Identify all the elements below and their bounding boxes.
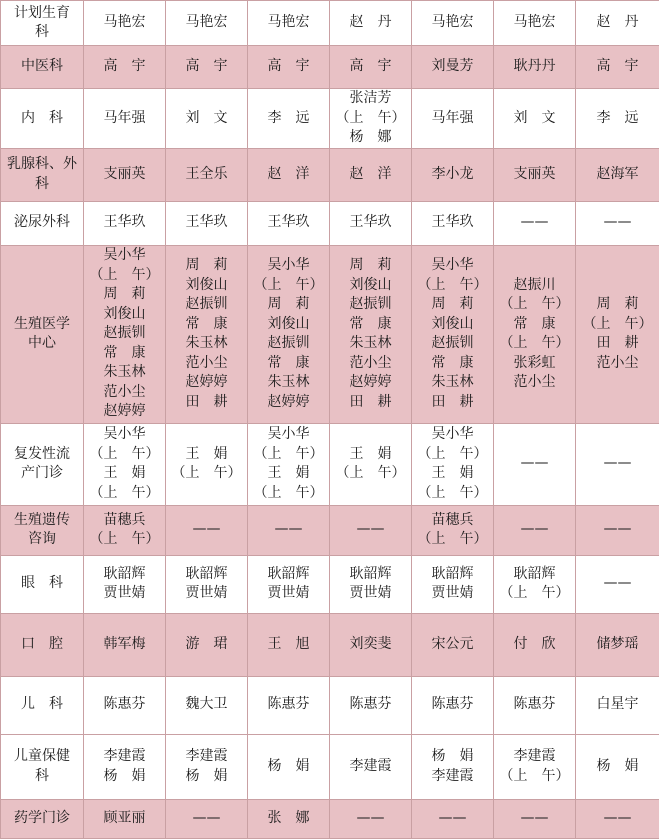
department-cell bbox=[1, 505, 84, 555]
doctor-entry: 吴小华 bbox=[86, 246, 163, 266]
schedule-cell bbox=[84, 676, 166, 734]
doctor-entry: 白星宇 bbox=[578, 695, 657, 715]
doctor-entry: 张 娜 bbox=[250, 809, 327, 829]
doctor-entry: 贾世婧 bbox=[250, 584, 327, 604]
schedule-cell bbox=[248, 676, 330, 734]
schedule-body bbox=[1, 1, 659, 839]
doctor-entry: 赵婷婷 bbox=[168, 373, 245, 393]
doctor-entry: 宋公元 bbox=[414, 635, 491, 655]
schedule-cell bbox=[330, 676, 412, 734]
department-name: 科 bbox=[3, 23, 81, 43]
department-cell bbox=[1, 89, 84, 149]
doctor-entry: —— bbox=[168, 809, 245, 829]
schedule-cell bbox=[576, 423, 659, 505]
schedule-cell bbox=[576, 676, 659, 734]
department-name: 产门诊 bbox=[3, 464, 81, 484]
schedule-cell bbox=[84, 148, 166, 201]
doctor-entry: 耿韶辉 bbox=[414, 565, 491, 585]
schedule-cell bbox=[330, 799, 412, 838]
schedule-cell bbox=[330, 505, 412, 555]
schedule-cell bbox=[84, 1, 166, 46]
doctor-entry: 刘 文 bbox=[496, 109, 573, 129]
doctor-entry: 陈惠芬 bbox=[414, 695, 491, 715]
schedule-cell bbox=[330, 734, 412, 799]
doctor-entry: 周 莉 bbox=[250, 295, 327, 315]
department-name: 科 bbox=[3, 767, 81, 787]
doctor-entry: 杨 娟 bbox=[414, 747, 491, 767]
doctor-entry: 高 宇 bbox=[332, 57, 409, 77]
doctor-entry: 贾世婧 bbox=[168, 584, 245, 604]
schedule-cell bbox=[576, 613, 659, 676]
table-row bbox=[1, 201, 659, 245]
doctor-entry: 耿韶辉 bbox=[86, 565, 163, 585]
schedule-cell bbox=[330, 1, 412, 46]
doctor-entry: —— bbox=[168, 520, 245, 540]
schedule-cell bbox=[412, 613, 494, 676]
doctor-entry: —— bbox=[250, 520, 327, 540]
doctor-entry: 朱玉林 bbox=[332, 334, 409, 354]
schedule-cell bbox=[412, 423, 494, 505]
schedule-cell bbox=[412, 505, 494, 555]
doctor-entry: 李建霞 bbox=[332, 757, 409, 777]
doctor-entry: 赵振钏 bbox=[86, 324, 163, 344]
doctor-entry: 刘俊山 bbox=[86, 305, 163, 325]
doctor-entry: 张彩虹 bbox=[496, 354, 573, 374]
department-name: 科 bbox=[3, 175, 81, 195]
doctor-entry: 贾世婧 bbox=[86, 584, 163, 604]
doctor-entry: 王 娟 bbox=[86, 464, 163, 484]
department-cell bbox=[1, 201, 84, 245]
schedule-cell bbox=[412, 201, 494, 245]
doctor-entry: 吴小华 bbox=[86, 425, 163, 445]
doctor-entry: （上 午） bbox=[414, 530, 491, 550]
schedule-cell bbox=[330, 46, 412, 89]
doctor-entry: 赵 丹 bbox=[578, 13, 657, 33]
doctor-entry: 杨 娟 bbox=[578, 757, 657, 777]
doctor-entry: 耿丹丹 bbox=[496, 57, 573, 77]
schedule-cell bbox=[330, 245, 412, 423]
doctor-entry: 常 康 bbox=[332, 315, 409, 335]
schedule-cell bbox=[330, 423, 412, 505]
doctor-entry: 陈惠芬 bbox=[86, 695, 163, 715]
schedule-cell bbox=[166, 245, 248, 423]
doctor-entry: —— bbox=[332, 809, 409, 829]
schedule-cell bbox=[248, 46, 330, 89]
doctor-entry: 刘曼芳 bbox=[414, 57, 491, 77]
doctor-entry: 苗穗兵 bbox=[414, 511, 491, 531]
doctor-entry: 王全乐 bbox=[168, 165, 245, 185]
schedule-cell bbox=[494, 46, 576, 89]
doctor-entry: 吴小华 bbox=[250, 425, 327, 445]
doctor-entry: 田 耕 bbox=[414, 393, 491, 413]
doctor-entry: —— bbox=[578, 809, 657, 829]
doctor-entry: —— bbox=[496, 520, 573, 540]
doctor-entry: 王华玖 bbox=[414, 213, 491, 233]
schedule-cell bbox=[576, 1, 659, 46]
doctor-entry: 赵振钏 bbox=[414, 334, 491, 354]
schedule-cell bbox=[412, 148, 494, 201]
doctor-entry: —— bbox=[496, 809, 573, 829]
doctor-entry: 刘 文 bbox=[168, 109, 245, 129]
department-name: 乳腺科、外 bbox=[3, 155, 81, 175]
doctor-entry: 吴小华 bbox=[414, 256, 491, 276]
doctor-entry: 吴小华 bbox=[414, 425, 491, 445]
schedule-cell bbox=[412, 1, 494, 46]
doctor-entry: 高 宇 bbox=[168, 57, 245, 77]
doctor-entry: 田 耕 bbox=[332, 393, 409, 413]
doctor-entry: 杨 娟 bbox=[250, 757, 327, 777]
schedule-cell bbox=[494, 555, 576, 613]
schedule-cell bbox=[494, 799, 576, 838]
doctor-entry: —— bbox=[578, 520, 657, 540]
department-name: 口 腔 bbox=[3, 635, 81, 655]
schedule-cell bbox=[330, 613, 412, 676]
doctor-entry: 赵振钏 bbox=[250, 334, 327, 354]
doctor-entry: （上 午） bbox=[496, 295, 573, 315]
schedule-cell bbox=[248, 613, 330, 676]
doctor-entry: 朱玉林 bbox=[250, 373, 327, 393]
schedule-cell bbox=[412, 734, 494, 799]
department-cell bbox=[1, 148, 84, 201]
doctor-entry: 赵婷婷 bbox=[86, 402, 163, 422]
schedule-cell bbox=[166, 89, 248, 149]
doctor-entry: —— bbox=[496, 213, 573, 233]
schedule-cell bbox=[248, 148, 330, 201]
schedule-cell bbox=[166, 46, 248, 89]
doctor-entry: 王华玖 bbox=[332, 213, 409, 233]
schedule-cell bbox=[412, 46, 494, 89]
schedule-cell bbox=[166, 148, 248, 201]
doctor-entry: （上 午） bbox=[86, 266, 163, 286]
schedule-cell bbox=[248, 423, 330, 505]
table-row bbox=[1, 676, 659, 734]
doctor-entry: 顾亚丽 bbox=[86, 809, 163, 829]
doctor-entry: 范小尘 bbox=[168, 354, 245, 374]
doctor-entry: （上 午） bbox=[496, 584, 573, 604]
doctor-entry: 王 旭 bbox=[250, 635, 327, 655]
department-cell bbox=[1, 799, 84, 838]
doctor-entry: （上 午） bbox=[168, 464, 245, 484]
doctor-entry: 常 康 bbox=[86, 344, 163, 364]
table-row bbox=[1, 245, 659, 423]
schedule-cell bbox=[84, 423, 166, 505]
doctor-entry: 杨 娟 bbox=[86, 767, 163, 787]
table-row bbox=[1, 46, 659, 89]
doctor-entry: 陈惠芬 bbox=[250, 695, 327, 715]
doctor-entry: 李 远 bbox=[578, 109, 657, 129]
doctor-entry: 苗穗兵 bbox=[86, 511, 163, 531]
doctor-entry: （上 午） bbox=[414, 276, 491, 296]
doctor-entry: 周 莉 bbox=[168, 256, 245, 276]
doctor-entry: 杨 娟 bbox=[168, 767, 245, 787]
doctor-entry: 赵振钏 bbox=[168, 295, 245, 315]
schedule-cell bbox=[330, 555, 412, 613]
department-cell bbox=[1, 1, 84, 46]
doctor-entry: 赵婷婷 bbox=[332, 373, 409, 393]
doctor-entry: 耿韶辉 bbox=[168, 565, 245, 585]
doctor-entry: —— bbox=[578, 574, 657, 594]
doctor-entry: 常 康 bbox=[414, 354, 491, 374]
doctor-entry: 马艳宏 bbox=[168, 13, 245, 33]
schedule-cell bbox=[412, 799, 494, 838]
doctor-entry: 刘俊山 bbox=[168, 276, 245, 296]
doctor-entry: （上 午） bbox=[578, 315, 657, 335]
schedule-cell bbox=[330, 89, 412, 149]
department-name: 儿童保健 bbox=[3, 747, 81, 767]
department-name: 生殖遗传 bbox=[3, 511, 81, 531]
doctor-entry: 王 娟 bbox=[250, 464, 327, 484]
schedule-cell bbox=[576, 89, 659, 149]
doctor-entry: 高 宇 bbox=[250, 57, 327, 77]
schedule-cell bbox=[494, 734, 576, 799]
doctor-entry: 贾世婧 bbox=[332, 584, 409, 604]
department-name: 中医科 bbox=[3, 57, 81, 77]
doctor-entry: （上 午） bbox=[496, 767, 573, 787]
schedule-cell bbox=[576, 46, 659, 89]
doctor-entry: 付 欣 bbox=[496, 635, 573, 655]
doctor-entry: 周 莉 bbox=[86, 285, 163, 305]
schedule-cell bbox=[412, 89, 494, 149]
doctor-entry: 朱玉林 bbox=[86, 363, 163, 383]
table-row bbox=[1, 89, 659, 149]
department-name: 咨询 bbox=[3, 530, 81, 550]
doctor-entry: 支丽英 bbox=[86, 165, 163, 185]
schedule-cell bbox=[576, 555, 659, 613]
schedule-cell bbox=[494, 423, 576, 505]
department-name: 计划生育 bbox=[3, 4, 81, 24]
schedule-cell bbox=[494, 505, 576, 555]
doctor-entry: 王 娟 bbox=[332, 445, 409, 465]
doctor-entry: 游 珺 bbox=[168, 635, 245, 655]
doctor-entry: （上 午） bbox=[250, 484, 327, 504]
doctor-entry: 周 莉 bbox=[578, 295, 657, 315]
doctor-entry: 赵海军 bbox=[578, 165, 657, 185]
schedule-cell bbox=[494, 89, 576, 149]
schedule-cell bbox=[84, 245, 166, 423]
doctor-entry: 魏大卫 bbox=[168, 695, 245, 715]
department-name: 中心 bbox=[3, 334, 81, 354]
doctor-entry: 吴小华 bbox=[250, 256, 327, 276]
doctor-entry: （上 午） bbox=[332, 109, 409, 129]
doctor-entry: （上 午） bbox=[86, 484, 163, 504]
table-row bbox=[1, 555, 659, 613]
schedule-cell bbox=[248, 1, 330, 46]
doctor-entry: 高 宇 bbox=[578, 57, 657, 77]
schedule-cell bbox=[494, 148, 576, 201]
doctor-entry: 常 康 bbox=[496, 315, 573, 335]
doctor-entry: 李小龙 bbox=[414, 165, 491, 185]
table-row bbox=[1, 734, 659, 799]
doctor-entry: 支丽英 bbox=[496, 165, 573, 185]
doctor-entry: （上 午） bbox=[332, 464, 409, 484]
doctor-entry: 马年强 bbox=[86, 109, 163, 129]
schedule-cell bbox=[412, 555, 494, 613]
doctor-entry: （上 午） bbox=[414, 445, 491, 465]
doctor-entry: 田 耕 bbox=[168, 393, 245, 413]
schedule-cell bbox=[166, 201, 248, 245]
schedule-cell bbox=[166, 676, 248, 734]
doctor-entry: 刘奕斐 bbox=[332, 635, 409, 655]
schedule-cell bbox=[166, 505, 248, 555]
doctor-entry: 赵振钏 bbox=[332, 295, 409, 315]
doctor-entry: （上 午） bbox=[86, 530, 163, 550]
doctor-entry: 王 娟 bbox=[168, 445, 245, 465]
department-name: 儿 科 bbox=[3, 695, 81, 715]
doctor-entry: （上 午） bbox=[414, 484, 491, 504]
doctor-entry: 马艳宏 bbox=[496, 13, 573, 33]
schedule-cell bbox=[494, 676, 576, 734]
doctor-entry: 朱玉林 bbox=[414, 373, 491, 393]
schedule-cell bbox=[494, 201, 576, 245]
doctor-entry: —— bbox=[578, 454, 657, 474]
department-cell bbox=[1, 46, 84, 89]
doctor-entry: （上 午） bbox=[496, 334, 573, 354]
doctor-entry: —— bbox=[496, 454, 573, 474]
doctor-entry: 王 娟 bbox=[414, 464, 491, 484]
schedule-cell bbox=[330, 148, 412, 201]
doctor-entry: 高 宇 bbox=[86, 57, 163, 77]
doctor-entry: —— bbox=[414, 809, 491, 829]
schedule-cell bbox=[166, 734, 248, 799]
schedule-cell bbox=[84, 613, 166, 676]
table-row bbox=[1, 505, 659, 555]
department-name: 内 科 bbox=[3, 109, 81, 129]
schedule-cell bbox=[248, 245, 330, 423]
schedule-cell bbox=[166, 555, 248, 613]
schedule-cell bbox=[84, 799, 166, 838]
department-name: 泌尿外科 bbox=[3, 213, 81, 233]
schedule-cell bbox=[84, 734, 166, 799]
schedule-cell bbox=[412, 676, 494, 734]
schedule-cell bbox=[84, 46, 166, 89]
table-row bbox=[1, 148, 659, 201]
doctor-entry: 陈惠芬 bbox=[496, 695, 573, 715]
doctor-entry: 田 耕 bbox=[578, 334, 657, 354]
schedule-cell bbox=[494, 1, 576, 46]
doctor-entry: 耿韶辉 bbox=[496, 565, 573, 585]
doctor-entry: 刘俊山 bbox=[414, 315, 491, 335]
doctor-entry: 李建霞 bbox=[414, 767, 491, 787]
schedule-cell bbox=[330, 201, 412, 245]
department-cell bbox=[1, 734, 84, 799]
doctor-entry: 赵 洋 bbox=[250, 165, 327, 185]
table-row bbox=[1, 799, 659, 838]
schedule-cell bbox=[576, 148, 659, 201]
doctor-entry: 耿韶辉 bbox=[332, 565, 409, 585]
table-row bbox=[1, 613, 659, 676]
department-cell bbox=[1, 555, 84, 613]
schedule-cell bbox=[248, 555, 330, 613]
schedule-cell bbox=[576, 505, 659, 555]
table-row bbox=[1, 1, 659, 46]
schedule-cell bbox=[166, 1, 248, 46]
schedule-cell bbox=[576, 734, 659, 799]
doctor-entry: —— bbox=[332, 520, 409, 540]
schedule-cell bbox=[576, 799, 659, 838]
schedule-cell bbox=[576, 201, 659, 245]
doctor-entry: 刘俊山 bbox=[250, 315, 327, 335]
department-cell bbox=[1, 423, 84, 505]
doctor-entry: 范小尘 bbox=[578, 354, 657, 374]
doctor-entry: 刘俊山 bbox=[332, 276, 409, 296]
schedule-cell bbox=[166, 799, 248, 838]
doctor-entry: 周 莉 bbox=[332, 256, 409, 276]
department-cell bbox=[1, 676, 84, 734]
schedule-cell bbox=[84, 555, 166, 613]
doctor-entry: 李 远 bbox=[250, 109, 327, 129]
schedule-cell bbox=[576, 245, 659, 423]
doctor-entry: 朱玉林 bbox=[168, 334, 245, 354]
doctor-entry: 马艳宏 bbox=[86, 13, 163, 33]
department-cell bbox=[1, 245, 84, 423]
doctor-entry: —— bbox=[578, 213, 657, 233]
schedule-cell bbox=[166, 423, 248, 505]
doctor-entry: 王华玖 bbox=[168, 213, 245, 233]
doctor-entry: 赵振川 bbox=[496, 276, 573, 296]
doctor-entry: 耿韶辉 bbox=[250, 565, 327, 585]
doctor-entry: 马艳宏 bbox=[414, 13, 491, 33]
doctor-entry: 马艳宏 bbox=[250, 13, 327, 33]
department-name: 复发性流 bbox=[3, 445, 81, 465]
doctor-entry: 李建霞 bbox=[496, 747, 573, 767]
schedule-cell bbox=[248, 201, 330, 245]
doctor-entry: 李建霞 bbox=[86, 747, 163, 767]
doctor-entry: 韩军梅 bbox=[86, 635, 163, 655]
doctor-entry: 王华玖 bbox=[250, 213, 327, 233]
doctor-entry: 储梦瑶 bbox=[578, 635, 657, 655]
doctor-entry: 杨 娜 bbox=[332, 128, 409, 148]
schedule-cell bbox=[248, 505, 330, 555]
schedule-cell bbox=[248, 89, 330, 149]
schedule-cell bbox=[84, 505, 166, 555]
doctor-entry: 赵婷婷 bbox=[250, 393, 327, 413]
schedule-cell bbox=[494, 245, 576, 423]
doctor-entry: 范小尘 bbox=[86, 383, 163, 403]
doctor-entry: 李建霞 bbox=[168, 747, 245, 767]
doctor-entry: （上 午） bbox=[250, 445, 327, 465]
schedule-cell bbox=[412, 245, 494, 423]
doctor-entry: 张洁芳 bbox=[332, 89, 409, 109]
doctor-entry: 陈惠芬 bbox=[332, 695, 409, 715]
schedule-cell bbox=[84, 201, 166, 245]
doctor-entry: 赵 丹 bbox=[332, 13, 409, 33]
doctor-entry: 赵 洋 bbox=[332, 165, 409, 185]
schedule-cell bbox=[494, 613, 576, 676]
department-name: 生殖医学 bbox=[3, 315, 81, 335]
schedule-cell bbox=[166, 613, 248, 676]
doctor-entry: 范小尘 bbox=[496, 373, 573, 393]
doctor-entry: 常 康 bbox=[168, 315, 245, 335]
department-name: 药学门诊 bbox=[3, 809, 81, 829]
table-row bbox=[1, 423, 659, 505]
schedule-cell bbox=[84, 89, 166, 149]
doctor-entry: 周 莉 bbox=[414, 295, 491, 315]
doctor-entry: 贾世婧 bbox=[414, 584, 491, 604]
doctor-entry: 范小尘 bbox=[332, 354, 409, 374]
schedule-cell bbox=[248, 734, 330, 799]
doctor-entry: （上 午） bbox=[250, 276, 327, 296]
department-name: 眼 科 bbox=[3, 574, 81, 594]
doctor-entry: 马年强 bbox=[414, 109, 491, 129]
schedule-cell bbox=[248, 799, 330, 838]
doctor-entry: 常 康 bbox=[250, 354, 327, 374]
doctor-entry: 王华玖 bbox=[86, 213, 163, 233]
doctor-entry: （上 午） bbox=[86, 445, 163, 465]
department-cell bbox=[1, 613, 84, 676]
